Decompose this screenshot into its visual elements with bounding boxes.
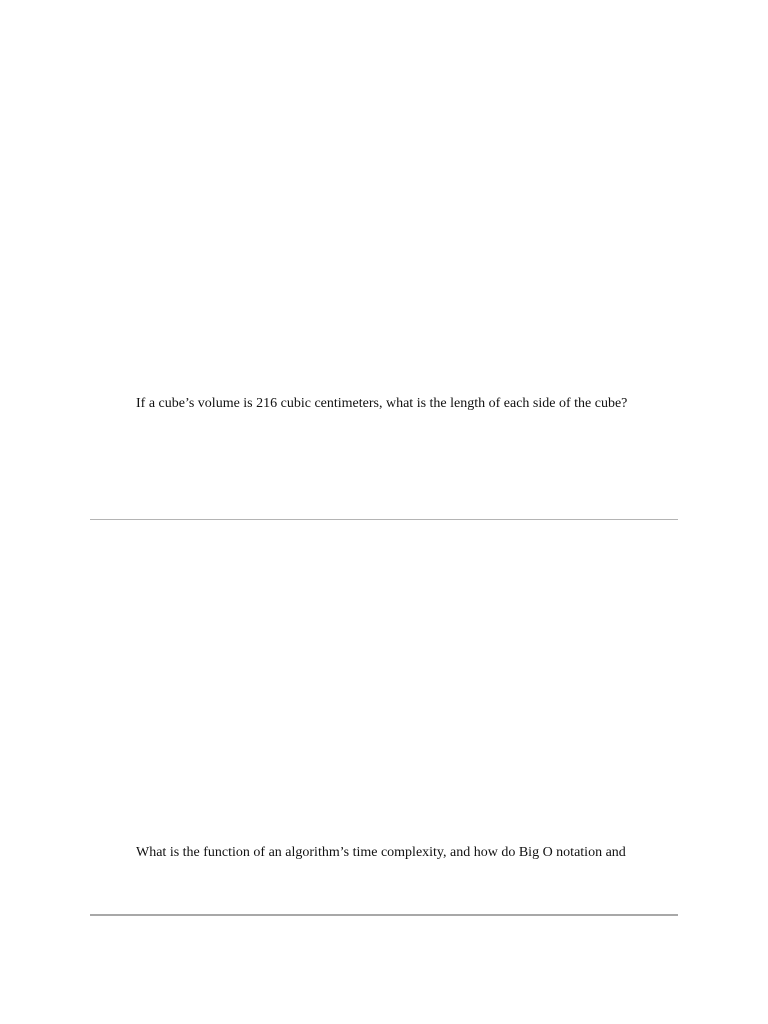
question-1-text: If a cube’s volume is 216 cubic centimeters, what is the length of each side of the cube? [136,396,628,411]
question-1-divider [90,519,678,520]
question-2-divider [90,914,678,916]
question-2-text: What is the function of an algorithm’s time complexity, and how do Big O notation and [136,845,626,860]
